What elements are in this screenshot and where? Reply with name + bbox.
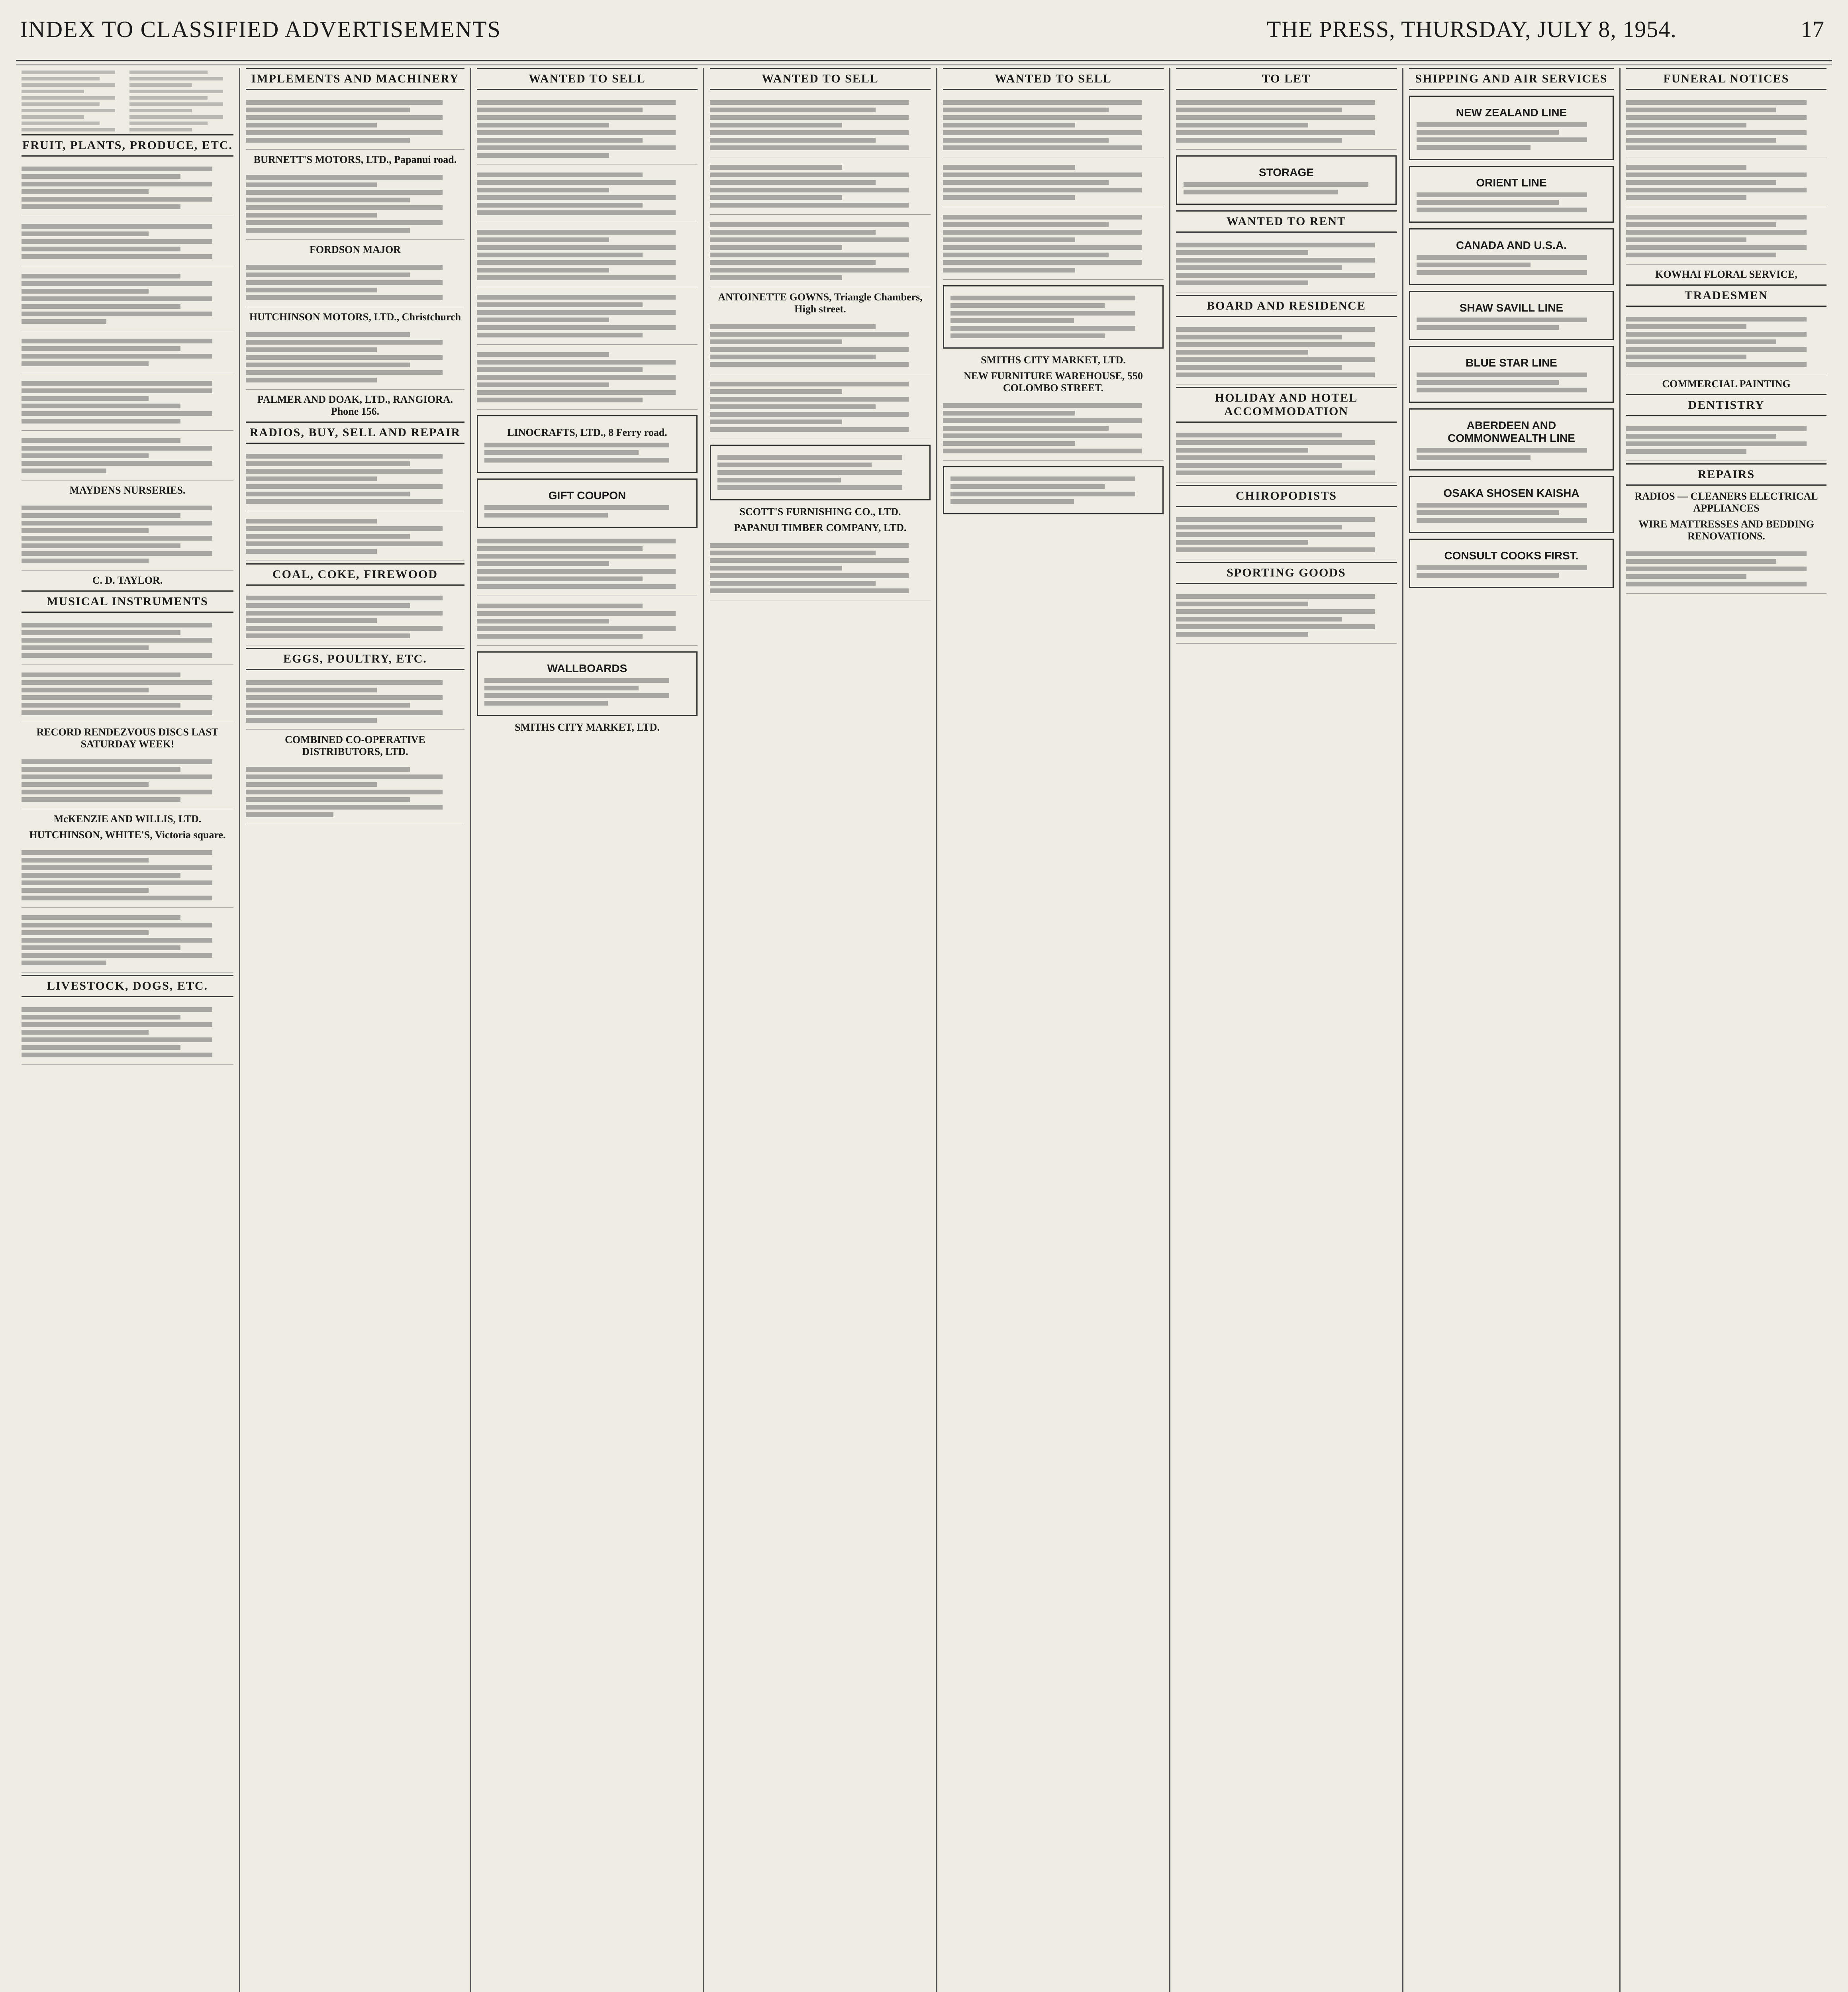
section-heading: FUNERAL NOTICES (1626, 68, 1826, 90)
classified-ad (246, 762, 464, 824)
display-ad (710, 445, 931, 500)
ad-title: C. D. TAYLOR. (92, 574, 163, 586)
column-8 (1619, 68, 1832, 1992)
classified-ad (1626, 546, 1826, 594)
masthead-rule (16, 60, 1832, 65)
classified-ad (22, 667, 233, 722)
display-ad (1409, 228, 1614, 285)
ad-title: CANADA AND U.S.A. (1456, 239, 1567, 251)
classified-ad (1176, 95, 1397, 150)
classified-ad (22, 376, 233, 431)
classified-ad (1626, 160, 1826, 207)
ad-title: KOWHAI FLORAL SERVICE, (1655, 269, 1797, 280)
classified-ad (22, 161, 233, 216)
section-heading: EGGS, POULTRY, ETC. (246, 648, 464, 670)
index-heading: INDEX TO CLASSIFIED ADVERTISEMENTS (20, 16, 501, 42)
classified-ad (246, 675, 464, 730)
classified-ad (1626, 210, 1826, 265)
section-heading: LIVESTOCK, DOGS, ETC. (22, 975, 233, 997)
classified-ad (943, 398, 1164, 461)
classified-ad (1176, 427, 1397, 482)
ad-title: ABERDEEN AND COMMONWEALTH LINE (1448, 419, 1575, 444)
ad-title: RADIOS — CLEANERS ELECTRICAL APPLIANCES (1634, 490, 1818, 514)
classified-ad (1176, 322, 1397, 384)
ad-title: MAYDENS NURSERIES. (69, 484, 186, 496)
classified-ad (246, 95, 464, 150)
masthead (1267, 16, 1824, 60)
classified-ad (1626, 95, 1826, 157)
display-ad (1409, 408, 1614, 471)
display-ad (943, 285, 1164, 349)
display-ad (477, 478, 698, 528)
classified-ad (246, 327, 464, 390)
classified-ad (710, 376, 931, 439)
page-number: 17 (1801, 16, 1824, 42)
section-heading: WANTED TO SELL (943, 68, 1164, 90)
section-heading: FRUIT, PLANTS, PRODUCE, ETC. (22, 134, 233, 157)
ad-title: PAPANUI TIMBER COMPANY, LTD. (734, 522, 907, 533)
classified-ad (477, 225, 698, 287)
ad-title: WIRE MATTRESSES AND BEDDING RENOVATIONS. (1638, 518, 1814, 542)
classified-ad (943, 95, 1164, 157)
column-1 (16, 68, 239, 1992)
paper-title: THE PRESS, THURSDAY, JULY 8, 1954. (1267, 16, 1677, 42)
display-ad (1176, 155, 1397, 205)
classified-ad (1176, 589, 1397, 644)
ad-title: NEW ZEALAND LINE (1456, 106, 1567, 119)
classified-ad (22, 1002, 233, 1065)
classified-ad (22, 433, 233, 480)
classified-ad (246, 260, 464, 307)
ad-title: GIFT COUPON (548, 489, 626, 502)
section-heading: RADIOS, BUY, SELL AND REPAIR (246, 422, 464, 444)
ad-title: WALLBOARDS (547, 662, 627, 674)
ad-title: SMITHS CITY MARKET, LTD. (981, 354, 1126, 366)
ad-title: SMITHS CITY MARKET, LTD. (515, 722, 660, 733)
classified-ad (22, 618, 233, 665)
ad-title: PALMER AND DOAK, LTD., RANGIORA. Phone 156. (257, 394, 453, 417)
section-heading: MUSICAL INSTRUMENTS (22, 590, 233, 613)
ad-title: ORIENT LINE (1476, 176, 1547, 189)
section-heading: HOLIDAY AND HOTEL ACCOMMODATION (1176, 387, 1397, 423)
ad-title: OSAKA SHOSEN KAISHA (1443, 487, 1580, 499)
classified-index (22, 68, 233, 134)
ad-title: McKENZIE AND WILLIS, LTD. (53, 813, 202, 825)
classified-ad (22, 500, 233, 571)
section-heading: DENTISTRY (1626, 394, 1826, 416)
classified-ad (477, 290, 698, 345)
classified-ad (246, 514, 464, 561)
ad-title: NEW FURNITURE WAREHOUSE, 550 COLOMBO STREET. (964, 370, 1143, 394)
classified-ad (943, 160, 1164, 207)
display-ad (1409, 539, 1614, 588)
ad-title: COMMERCIAL PAINTING (1662, 378, 1791, 390)
classified-ad (710, 538, 931, 600)
classified-ad (246, 449, 464, 511)
classified-ad (943, 210, 1164, 280)
classified-ad (710, 160, 931, 215)
column-7 (1402, 68, 1619, 1992)
display-ad (1409, 476, 1614, 533)
section-heading: REPAIRS (1626, 463, 1826, 486)
classified-ad (22, 333, 233, 373)
ad-title: FORDSON MAJOR (310, 244, 401, 255)
display-ad (1409, 291, 1614, 340)
ad-title: CONSULT COOKS FIRST. (1444, 549, 1579, 562)
section-heading: WANTED TO SELL (710, 68, 931, 90)
ad-title: LINOCRAFTS, LTD., 8 Ferry road. (507, 427, 667, 438)
section-heading: COAL, COKE, FIREWOOD (246, 563, 464, 586)
classified-ad (477, 598, 698, 646)
ad-title: HUTCHINSON, WHITE'S, Victoria square. (29, 829, 226, 841)
section-heading: SHIPPING AND AIR SERVICES (1409, 68, 1614, 90)
classified-ad (1626, 312, 1826, 374)
section-heading: SPORTING GOODS (1176, 562, 1397, 584)
classified-ad (246, 170, 464, 240)
section-heading: WANTED TO RENT (1176, 210, 1397, 233)
column-2 (239, 68, 470, 1992)
display-ad (1409, 96, 1614, 160)
column-5 (936, 68, 1169, 1992)
ad-title: SCOTT'S FURNISHING CO., LTD. (739, 506, 901, 518)
ad-title: BLUE STAR LINE (1466, 357, 1557, 369)
section-heading: TO LET (1176, 68, 1397, 90)
ad-title: SHAW SAVILL LINE (1459, 302, 1564, 314)
classified-ad (1626, 421, 1826, 461)
section-heading: IMPLEMENTS AND MACHINERY (246, 68, 464, 90)
ad-title: ANTOINETTE GOWNS, Triangle Chambers, High street. (718, 291, 923, 315)
classified-ad (22, 754, 233, 809)
section-heading: CHIROPODISTS (1176, 485, 1397, 507)
classified-ad (477, 167, 698, 222)
classified-ad (710, 95, 931, 157)
ad-title: BURNETT'S MOTORS, LTD., Papanui road. (253, 154, 457, 165)
classified-ad (477, 533, 698, 596)
display-ad (1409, 166, 1614, 223)
ad-title: HUTCHINSON MOTORS, LTD., Christchurch (249, 311, 461, 323)
column-6 (1169, 68, 1402, 1992)
display-ad (1409, 346, 1614, 403)
section-heading: WANTED TO SELL (477, 68, 698, 90)
column-4 (703, 68, 936, 1992)
classified-ad (710, 319, 931, 374)
classified-ad (710, 217, 931, 287)
ad-title: RECORD RENDEZVOUS DISCS LAST SATURDAY WEEK! (36, 726, 219, 750)
classified-ad (22, 910, 233, 972)
classified-ad (22, 845, 233, 908)
column-3 (470, 68, 703, 1992)
classified-ad (477, 95, 698, 165)
ad-title: COMBINED CO-OPERATIVE DISTRIBUTORS, LTD. (285, 734, 425, 757)
section-heading: BOARD AND RESIDENCE (1176, 295, 1397, 317)
classified-ad (1176, 512, 1397, 559)
classified-ad (22, 269, 233, 331)
section-heading: TRADESMEN (1626, 284, 1826, 307)
classified-ad (477, 347, 698, 410)
classified-ad (22, 219, 233, 266)
classified-ad (1176, 237, 1397, 292)
ad-title: STORAGE (1259, 166, 1314, 178)
classified-ad (246, 590, 464, 645)
display-ad (943, 466, 1164, 514)
display-ad (477, 415, 698, 473)
display-ad (477, 651, 698, 716)
